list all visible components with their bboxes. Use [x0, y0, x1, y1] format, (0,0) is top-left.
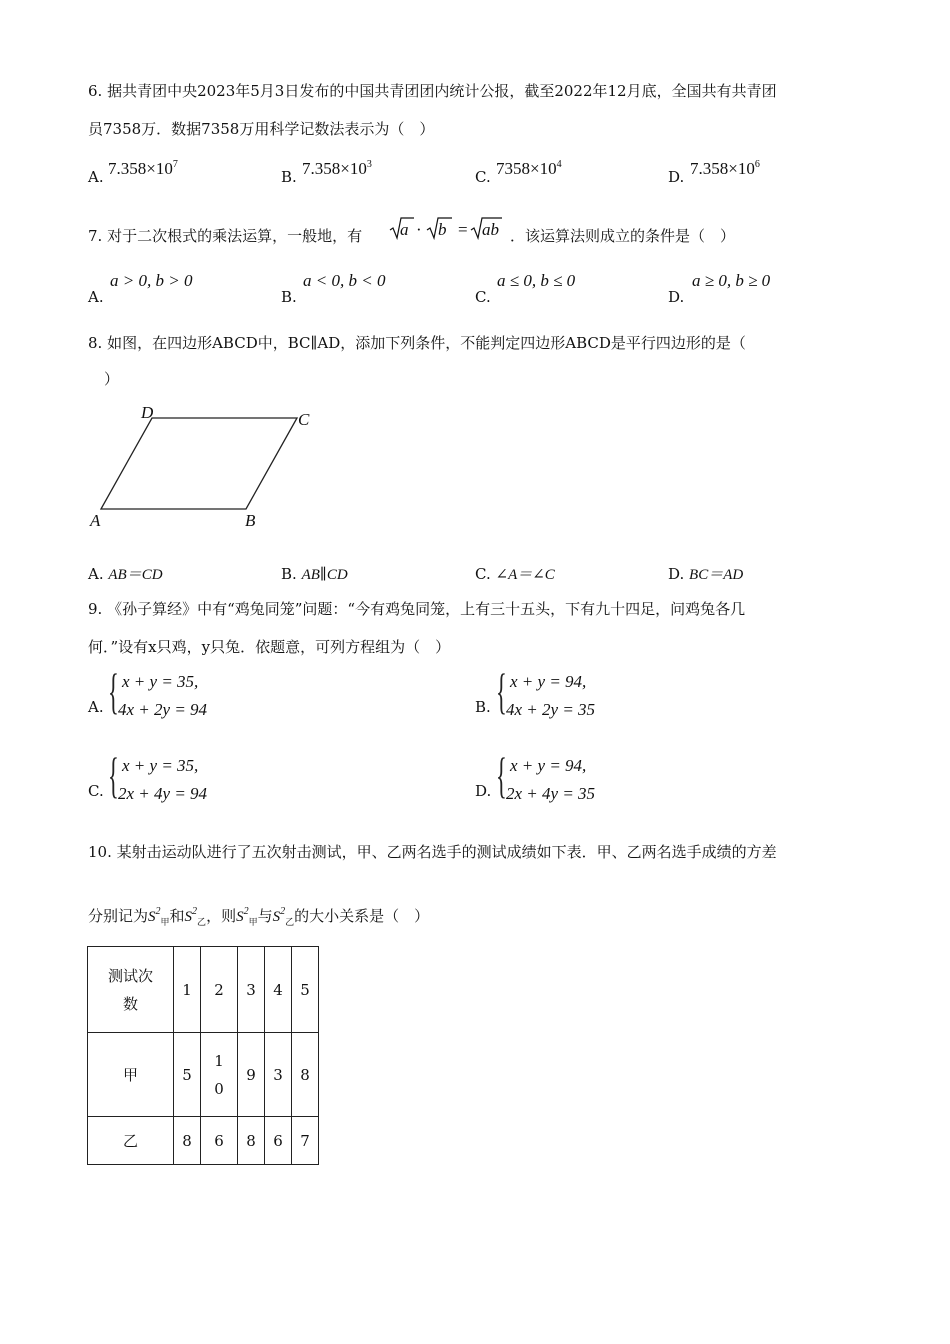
q7-formula-dot: ·: [416, 220, 422, 239]
table-header-cell: 1: [174, 947, 201, 1033]
q7-text-after: ．该运算法则成立的条件是（ ）: [510, 227, 736, 245]
table-cell: 8: [238, 1117, 265, 1165]
q9-option-a[interactable]: A.: [88, 698, 104, 716]
figure-label-d: D: [141, 403, 154, 422]
table-header-cell: 3: [238, 947, 265, 1033]
q7-option-a-value: a > 0, b > 0: [110, 271, 193, 290]
brace-icon: {: [496, 747, 507, 803]
table-header-cell: 4: [265, 947, 292, 1033]
q7-option-c-value: a ≤ 0, b ≤ 0: [497, 271, 576, 290]
option-letter: D.: [668, 288, 685, 306]
q8-line-1: 8. 如图，在四边形ABCD中，BC∥AD，添加下列条件，不能判定四边形ABCD是平行四边形的是（: [88, 334, 746, 352]
exam-page: 6. 据共青团中央2023年5月3日发布的中国共青团团内统计公报，截至2022年12月底，全国共有共青团 员7358万．数据7358万用科学记数法表示为（ ） A. $7.358\times 10^7$ B. $7.358\times 10^3$ C. $7358\times 10^4$ D. $7.358\times 10^6$ 7. 对于二次根式的乘法运算，一般地，有 a · b = ab ．该运算法则成立的条件是（ ） A. a > 0, b > 0 B. a < 0, b < 0 C. a ≤ 0, b ≤ 0 D. a ≥ 0, b ≥ 0 8. 如图，在四边形ABCD中，BC∥AD，添加下列条件，不能判定四边形ABCD是平行四边形的是（ ） D C A B A. AB＝CD B. AB∥CD C. ∠A＝∠C D. BC＝AD 9. 《孙子算经》中有“鸡兔同笼”问题：“今有鸡兔同笼，上有三十五头，下有九十四足，问鸡兔各几 何．”设有x只鸡，y只兔．依题意，可列方程组为（ ） A. { x + y = 35, 4x + 2y = 94 B. { x + y = 94, 4x + 2y = 35 C. { x + y = 35, 2x + 4y = 94 D. { x + y = 94, 2x + 4y = 35 10. 某射击运动队进行了五次射击测试，甲、乙两名选手的测试成绩如下表．甲、乙两名选手成绩的方差 分别记为$S^2_甲$和$S^2_乙$，则$S^2_甲$与$S^2_乙$的大小关系是（ ） 测试次 数 1 2 3 4 5 甲 5 1 0 9 3 8 乙 8 6 8 6 7: [0, 0, 950, 1344]
q7-text-before: 7. 对于二次根式的乘法运算，一般地，有: [88, 227, 363, 245]
q7-option-d-value: a ≥ 0, b ≥ 0: [692, 271, 771, 290]
option-letter: C.: [475, 168, 491, 186]
q9-option-d[interactable]: D.: [475, 782, 492, 800]
q8-option-a[interactable]: A. AB＝CD: [88, 565, 163, 583]
figure-label-c: C: [298, 410, 310, 429]
option-letter: B.: [281, 288, 297, 306]
q6-option-c-value: $7358\times 10^4$: [496, 159, 562, 178]
radical-sign-a: [390, 218, 414, 238]
q9-line-1: 9. 《孙子算经》中有“鸡兔同笼”问题：“今有鸡兔同笼，上有三十五头，下有九十四足，问鸡兔各几: [88, 600, 746, 618]
q7-formula-a: a: [400, 220, 409, 239]
table-cell: 5: [174, 1033, 201, 1117]
q8-option-c[interactable]: C. ∠A＝∠C: [475, 565, 555, 583]
table-cell: 8: [174, 1117, 201, 1165]
parallelogram-abcd: [101, 418, 297, 509]
q7-formula-eq: =: [458, 220, 468, 239]
table-cell: 9: [238, 1033, 265, 1117]
q8-option-b[interactable]: B. AB∥CD: [281, 565, 348, 583]
table-cell: 7: [292, 1117, 319, 1165]
option-letter: C.: [475, 288, 491, 306]
option-letter: A.: [88, 288, 104, 306]
option-letter: B.: [281, 168, 297, 186]
q6-option-d-value: $7.358\times 10^6$: [690, 159, 760, 178]
q7-option-b-value: a < 0, b < 0: [303, 271, 386, 290]
q9-line-2: 何．”设有x只鸡，y只兔．依题意，可列方程组为（ ）: [88, 638, 451, 656]
q10-line-1: 10. 某射击运动队进行了五次射击测试，甲、乙两名选手的测试成绩如下表．甲、乙两名选手成绩的方差: [88, 843, 777, 861]
radical-sign-ab: [471, 218, 502, 238]
table-cell: 1 0: [201, 1033, 238, 1117]
row-label: 乙: [88, 1117, 174, 1165]
q9-option-b[interactable]: B.: [475, 698, 491, 716]
brace-icon: {: [496, 663, 507, 719]
q6-option-a-value: $7.358\times 10^7$: [108, 159, 178, 178]
figure-label-b: B: [245, 511, 256, 530]
row-label: 甲: [88, 1033, 174, 1117]
q8-line-2: ）: [104, 370, 120, 388]
brace-icon: {: [108, 663, 119, 719]
table-cell: 3: [265, 1033, 292, 1117]
brace-icon: {: [108, 747, 119, 803]
q9-option-c[interactable]: C.: [88, 782, 104, 800]
table-cell: 8: [292, 1033, 319, 1117]
q7-formula-b: b: [438, 220, 447, 239]
q6-line-1: 6. 据共青团中央2023年5月3日发布的中国共青团团内统计公报，截至2022年12月底，全国共有共青团: [88, 82, 777, 100]
q10-line-2: 分别记为$S^2_甲$和$S^2_乙$，则$S^2_甲$与$S^2_乙$的大小关系是（ ）: [88, 906, 430, 927]
table-header-cell: 2: [201, 947, 238, 1033]
option-letter: A.: [88, 168, 104, 186]
q7-formula-ab: ab: [482, 220, 499, 239]
table-cell: 6: [265, 1117, 292, 1165]
q6-line-2: 员7358万．数据7358万用科学记数法表示为（ ）: [88, 120, 435, 138]
table-header-label: 测试次 数: [88, 947, 174, 1033]
radical-sign-b: [427, 218, 452, 238]
q6-option-b-value: $7.358\times 10^3$: [302, 159, 372, 178]
table-cell: 6: [201, 1117, 238, 1165]
q8-option-d[interactable]: D. BC＝AD: [668, 565, 744, 583]
figure-label-a: A: [90, 511, 101, 530]
table-header-cell: 5: [292, 947, 319, 1033]
option-letter: D.: [668, 168, 685, 186]
